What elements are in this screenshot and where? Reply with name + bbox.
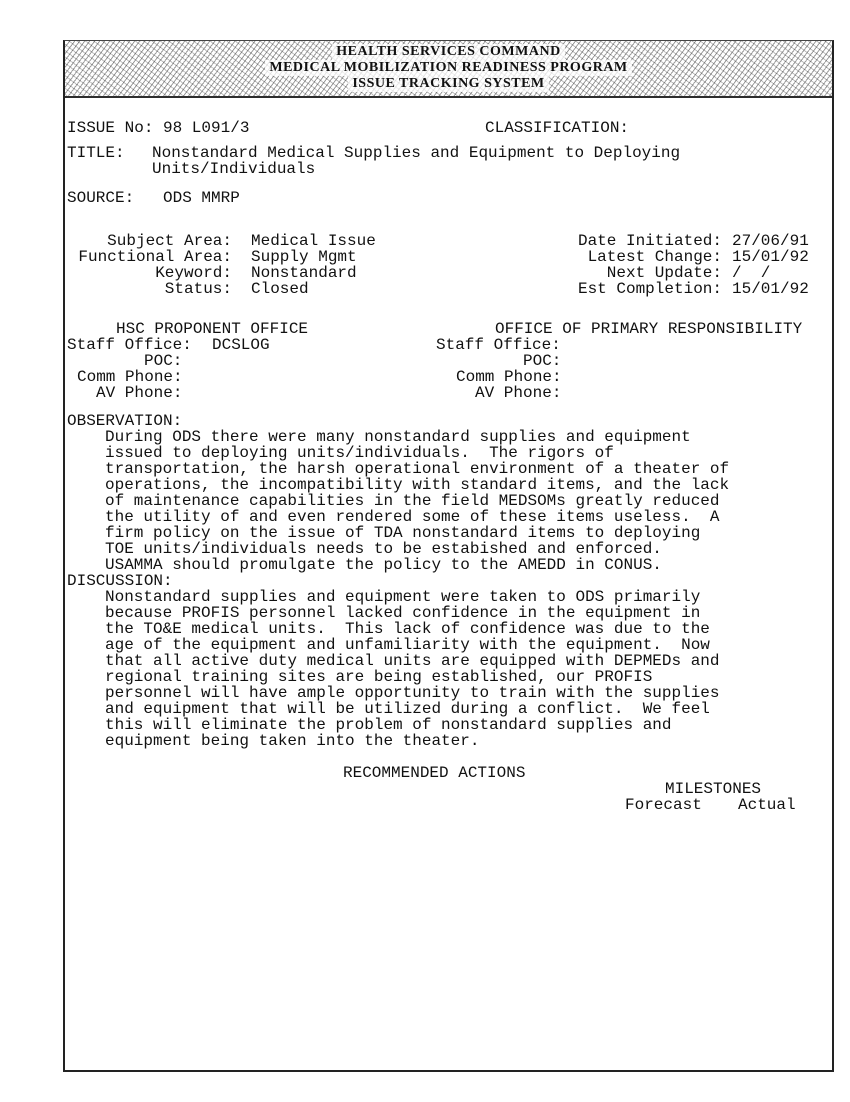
field-label: Latest Change: [587,248,722,266]
title-line-2: Units/Individuals [152,160,316,178]
discussion-line: regional training sites are being established, our PROFIS [105,668,653,686]
field-value: 15/01/92 [732,280,809,298]
opr-heading: OFFICE OF PRIMARY RESPONSIBILITY [495,320,803,338]
field-value: 15/01/92 [732,248,809,266]
field-value: Medical Issue [251,232,376,250]
classification-label: CLASSIFICATION: [485,119,630,137]
opr-comm-label: Comm Phone: [456,368,562,386]
field-label: Status: [164,280,232,298]
discussion-line: this will eliminate the problem of nonstandard supplies and [105,716,672,734]
observation-line: During ODS there were many nonstandard supplies and equipment [105,428,691,446]
source-label: SOURCE: [67,189,135,207]
header-line-1: HEALTH SERVICES COMMAND [332,44,564,60]
proponent-staff-value: DCSLOG [212,336,270,354]
observation-line: TOE units/individuals needs to be estabished and enforced. [105,540,662,558]
header-line-3: ISSUE TRACKING SYSTEM [348,76,548,92]
opr-staff-label: Staff Office: [436,336,561,354]
opr-poc-label: POC: [523,352,562,370]
milestones-label: MILESTONES [665,780,762,798]
observation-line: issued to deploying units/individuals. The rigors of [105,444,614,462]
forecast-label: Forecast [625,796,702,814]
proponent-comm-label: Comm Phone: [77,368,183,386]
field-label: Next Update: [606,264,722,282]
discussion-line: and equipment that will be utilized during a conflict. We feel [105,700,710,718]
discussion-line: Nonstandard supplies and equipment were taken to ODS primarily [105,588,701,606]
field-value: 27/06/91 [732,232,809,250]
header-line-2: MEDICAL MOBILIZATION READINESS PROGRAM [265,60,631,76]
observation-line: firm policy on the issue of TDA nonstandard items to deploying [105,524,701,542]
observation-line: transportation, the harsh operational environment of a theater of [105,460,730,478]
observation-line: the utility of and even rendered some of these items useless. A [105,508,720,526]
header-title [63,44,834,92]
proponent-av-label: AV Phone: [96,384,183,402]
field-label: Est Completion: [577,280,722,298]
issue-number: 98 L091/3 [163,119,250,137]
observation-line: USAMMA should promulgate the policy to the AMEDD in CONUS. [105,556,662,574]
discussion-line: that all active duty medical units are equipped with DEPMEDs and [105,652,720,670]
field-label: Keyword: [155,264,232,282]
opr-av-label: AV Phone: [475,384,562,402]
field-value: Closed [251,280,309,298]
proponent-staff-label: Staff Office: [67,336,192,354]
field-value: / / [732,264,771,282]
observation-line: of maintenance capabilities in the field MEDSOMs greatly reduced [105,492,720,510]
discussion-line: personnel will have ample opportunity to train with the supplies [105,684,720,702]
discussion-line: age of the equipment and unfamiliarity with the equipment. Now [105,636,710,654]
discussion-label: DISCUSSION: [67,572,173,590]
recommended-actions-label: RECOMMENDED ACTIONS [343,764,526,782]
field-label: Subject Area: [107,232,232,250]
field-label: Date Initiated: [577,232,722,250]
title-line-1: Nonstandard Medical Supplies and Equipment to Deploying [152,144,681,162]
proponent-heading: HSC PROPONENT OFFICE [116,320,309,338]
observation-label: OBSERVATION: [67,412,183,430]
discussion-line: because PROFIS personnel lacked confidence in the equipment in [105,604,701,622]
field-label: Functional Area: [78,248,232,266]
field-value: Supply Mgmt [251,248,357,266]
discussion-line: the TO&E medical units. This lack of confidence was due to the [105,620,710,638]
actual-label: Actual [738,796,796,814]
issue-label: ISSUE No: [67,119,154,137]
source-value: ODS MMRP [163,189,240,207]
discussion-line: equipment being taken into the theater. [105,732,480,750]
field-value: Nonstandard [251,264,357,282]
observation-line: operations, the incompatibility with standard items, and the lack [105,476,730,494]
title-label: TITLE: [67,144,125,162]
proponent-poc-label: POC: [144,352,183,370]
